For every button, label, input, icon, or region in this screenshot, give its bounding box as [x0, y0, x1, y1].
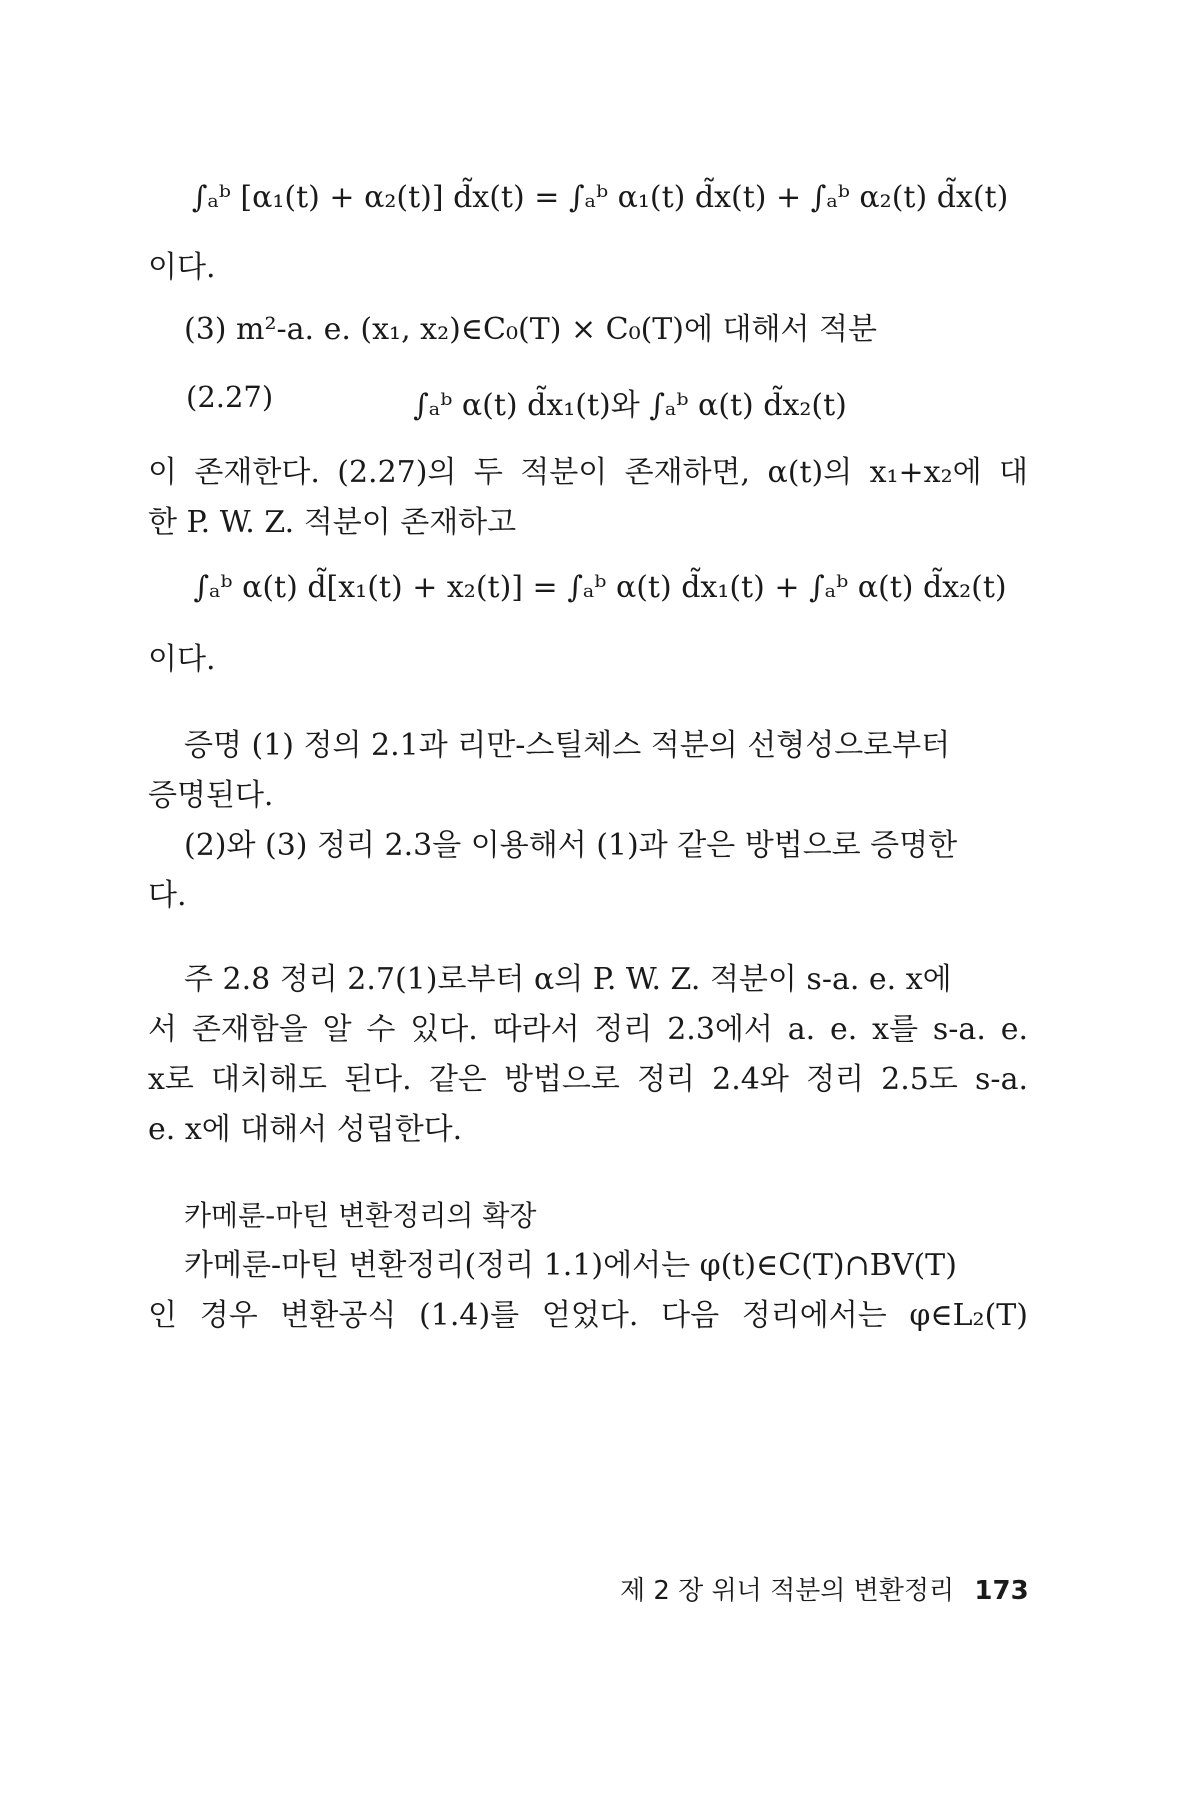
- text-section-line-2: 인 경우 변환공식 (1.4)를 얻었다. 다음 정리에서는 φ∈L₂(T): [148, 1298, 1028, 1333]
- text-ida-2: 이다.: [148, 642, 216, 677]
- text-proof-line-2: 증명된다.: [148, 778, 274, 813]
- text-section-line-1: 카메룬-마틴 변환정리(정리 1.1)에서는 φ(t)∈C(T)∩BV(T): [184, 1248, 957, 1283]
- equation-linearity-alpha: ∫ₐᵇ [α₁(t) + α₂(t)] d̃x(t) = ∫ₐᵇ α₁(t) d̃x(t) + ∫ₐᵇ α₂(t) d̃x(t): [191, 180, 1009, 215]
- text-remark-line-2: 서 존재함을 알 수 있다. 따라서 정리 2.3에서 a. e. x를 s-a. e.: [148, 1012, 1028, 1047]
- text-proof-line-3: (2)와 (3) 정리 2.3을 이용해서 (1)과 같은 방법으로 증명한: [184, 828, 958, 863]
- text-exist-line-1: 이 존재한다. (2.27)의 두 적분이 존재하면, α(t)의 x₁+x₂에 대: [148, 455, 1028, 490]
- equation-2-27: ∫ₐᵇ α(t) d̃x₁(t)와 ∫ₐᵇ α(t) d̃x₂(t): [413, 388, 847, 423]
- footer-chapter-title: 제 2 장 위너 적분의 변환정리: [620, 1576, 955, 1606]
- text-remark-line-3: x로 대치해도 된다. 같은 방법으로 정리 2.4와 정리 2.5도 s-a.: [148, 1062, 1028, 1097]
- text-ida-1: 이다.: [148, 250, 216, 285]
- section-heading: 카메룬-마틴 변환정리의 확장: [184, 1199, 537, 1232]
- text-exist-line-2: 한 P. W. Z. 적분이 존재하고: [148, 505, 517, 540]
- page-number: 173: [974, 1576, 1029, 1606]
- page-footer: [620, 1570, 1029, 1607]
- text-remark-line-1: 주 2.8 정리 2.7(1)로부터 α의 P. W. Z. 적분이 s-a. e. x에: [184, 962, 952, 997]
- text-remark-line-4: e. x에 대해서 성립한다.: [148, 1112, 463, 1147]
- text-proof-line-4: 다.: [148, 878, 187, 913]
- equation-number-2-27: (2.27): [186, 380, 274, 414]
- equation-linearity-x: ∫ₐᵇ α(t) d̃[x₁(t) + x₂(t)] = ∫ₐᵇ α(t) d̃x₁(t) + ∫ₐᵇ α(t) d̃x₂(t): [193, 570, 1007, 605]
- text-item-3: (3) m²-a. e. (x₁, x₂)∈C₀(T) × C₀(T)에 대해서 적분: [184, 312, 877, 347]
- text-proof-line-1: 증명 (1) 정의 2.1과 리만-스틸체스 적분의 선형성으로부터: [184, 728, 951, 763]
